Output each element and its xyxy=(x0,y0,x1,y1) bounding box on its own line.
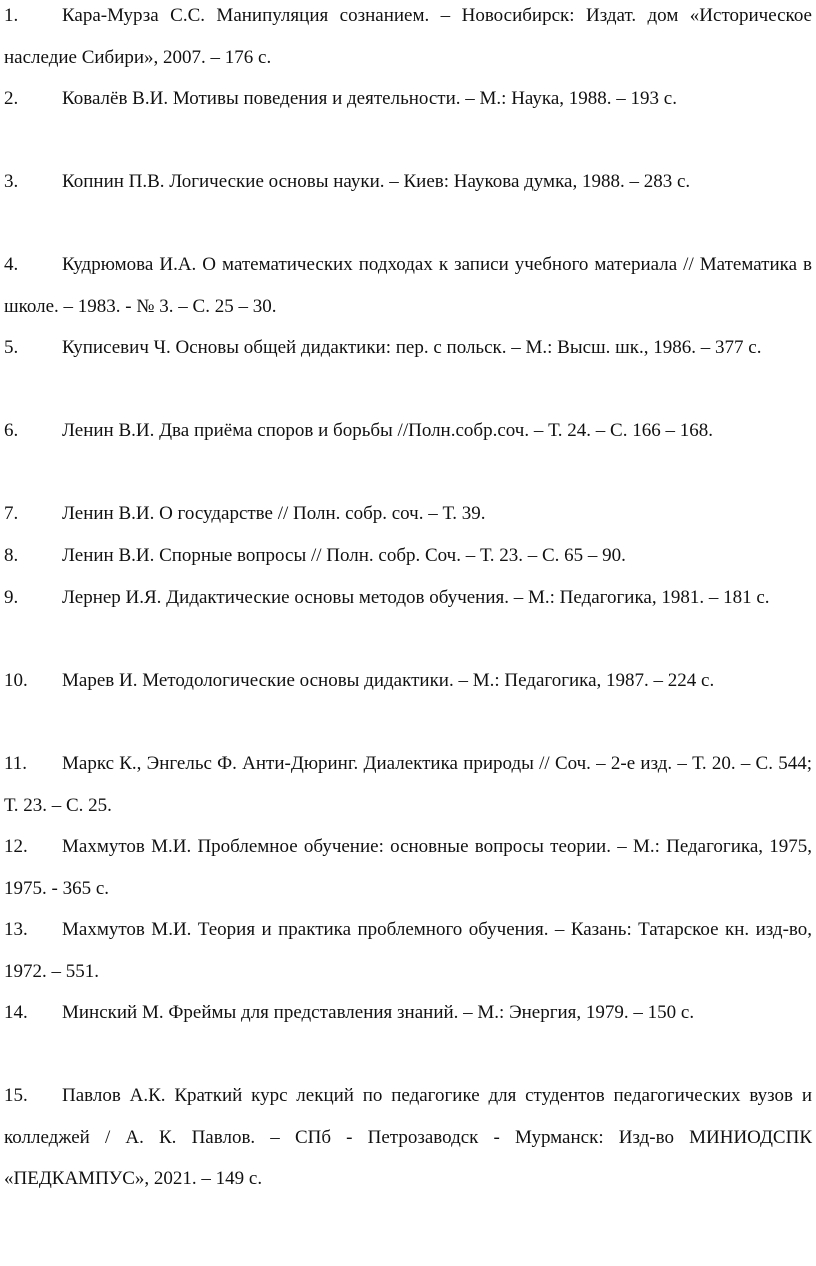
reference-number: 3. xyxy=(4,171,19,192)
reference-item xyxy=(4,660,812,702)
reference-item xyxy=(4,909,812,992)
reference-text: Павлов А.К. Краткий курс лекций по педагогике для студентов педагогических вузов и колледжей / А. К. Павлов. – СПб - Петрозаводск - Мурманск: Изд-во МИНИОДСПК «ПЕДКАМПУС», 2021. – 149 с. xyxy=(4,1085,812,1190)
reference-text: Ковалёв В.И. Мотивы поведения и деятельности. – М.: Наука, 1988. – 193 с. xyxy=(62,88,677,109)
reference-item xyxy=(4,244,812,327)
reference-text: Ленин В.И. Два приёма споров и борьбы //Полн.собр.соч. – Т. 24. – С. 166 – 168. xyxy=(62,420,713,441)
reference-text: Куписевич Ч. Основы общей дидактики: пер. с польск. – М.: Высш. шк., 1986. – 377 с. xyxy=(62,337,762,358)
reference-item xyxy=(4,1075,812,1200)
reference-number: 2. xyxy=(4,88,19,109)
reference-text: Ленин В.И. Спорные вопросы // Полн. собр. Соч. – Т. 23. – С. 65 – 90. xyxy=(62,545,626,566)
reference-text: Ленин В.И. О государстве // Полн. собр. соч. – Т. 39. xyxy=(62,503,486,524)
reference-item xyxy=(4,0,812,78)
reference-item xyxy=(4,78,812,120)
reference-number: 13. xyxy=(4,919,28,940)
reference-number: 11. xyxy=(4,753,28,774)
reference-item xyxy=(4,992,812,1034)
reference-item xyxy=(4,577,812,619)
reference-number: 7. xyxy=(4,503,19,524)
reference-text: Маркс К., Энгельс Ф. Анти-Дюринг. Диалектика природы // Соч. – 2-е изд. – Т. 20. – С. 544; Т. 23. – С. 25. xyxy=(4,753,812,816)
reference-item xyxy=(4,161,812,203)
reference-text: Копнин П.В. Логические основы науки. – Киев: Наукова думка, 1988. – 283 с. xyxy=(62,171,691,192)
reference-item xyxy=(4,826,812,909)
reference-text: Махмутов М.И. Теория и практика проблемного обучения. – Казань: Татарское кн. изд-во, 1972. – 551. xyxy=(4,919,812,982)
reference-item xyxy=(4,493,812,535)
reference-number: 5. xyxy=(4,337,19,358)
reference-item xyxy=(4,535,812,577)
reference-number: 14. xyxy=(4,1002,28,1023)
reference-text: Кудрюмова И.А. О математических подходах к записи учебного материала // Математика в школе. – 1983. - № 3. – С. 25 – 30. xyxy=(4,254,812,317)
reference-number: 6. xyxy=(4,420,19,441)
reference-number: 10. xyxy=(4,670,28,691)
reference-number: 8. xyxy=(4,545,19,566)
reference-number: 4. xyxy=(4,254,19,275)
reference-item xyxy=(4,327,812,369)
reference-number: 1. xyxy=(4,5,19,26)
reference-text: Лернер И.Я. Дидактические основы методов обучения. – М.: Педагогика, 1981. – 181 с. xyxy=(62,587,770,608)
reference-text: Махмутов М.И. Проблемное обучение: основные вопросы теории. – М.: Педагогика, 1975, 1975. - 365 с. xyxy=(4,836,812,899)
reference-text: Марев И. Методологические основы дидактики. – М.: Педагогика, 1987. – 224 с. xyxy=(62,670,715,691)
reference-number: 9. xyxy=(4,587,19,608)
reference-number: 12. xyxy=(4,836,28,857)
reference-text: Кара-Мурза С.С. Манипуляция сознанием. – Новосибирск: Издат. дом «Историческое наследие Сибири», 2007. – 176 с. xyxy=(4,5,812,68)
reference-item xyxy=(4,410,812,452)
reference-number: 15. xyxy=(4,1085,28,1106)
reference-text: Минский М. Фреймы для представления знаний. – М.: Энергия, 1979. – 150 с. xyxy=(62,1002,695,1023)
reference-item xyxy=(4,743,812,826)
